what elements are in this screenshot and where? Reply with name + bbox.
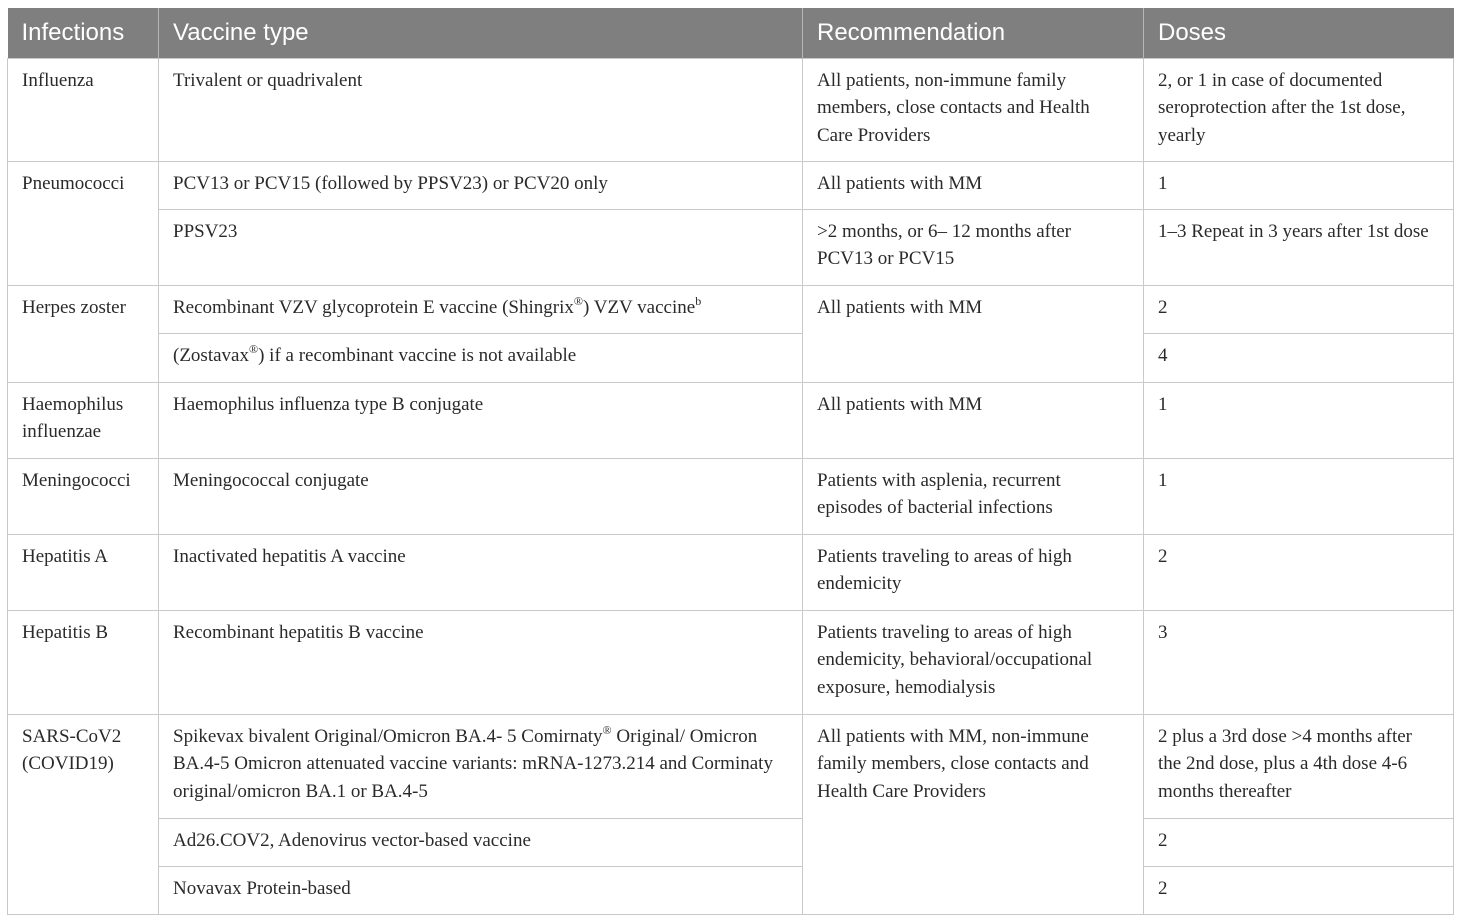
vaccine-cell: Haemophilus influenza type B conjugate [159,382,803,458]
table-row [8,58,1454,161]
vaccine-text: ) if a recombinant vaccine is not available [258,344,577,366]
infection-cell: SARS-CoV2 (COVID19) [8,714,159,914]
infection-cell: Haemophilus influenzae [8,382,159,458]
doses-cell: 1 [1144,161,1454,209]
infection-cell: Influenza [8,58,159,161]
vaccine-cell [159,333,803,382]
doses-cell: 2 plus a 3rd dose >4 months after the 2nd dose, plus a 4th dose 4-6 months thereafter [1144,714,1454,818]
recommendation-cell: All patients with MM [803,161,1144,209]
table-row [8,161,1454,209]
header-recommendation: Recommendation [803,8,1144,58]
doses-cell: 1–3 Repeat in 3 years after 1st dose [1144,209,1454,285]
footnote-marker: b [695,293,702,308]
vaccine-text: Spikevax bivalent Original/Omicron BA.4- 5 Comirnaty [173,725,603,747]
table-row [8,285,1454,333]
vaccine-cell: Ad26.COV2, Adenovirus vector-based vaccine [159,818,803,866]
table-row [8,818,1454,866]
infection-cell: Pneumococci [8,161,159,285]
infection-cell: Meningococci [8,458,159,534]
table-row [8,534,1454,610]
infection-cell: Herpes zoster [8,285,159,382]
header-vaccine-type: Vaccine type [159,8,803,58]
doses-cell: 2 [1144,866,1454,914]
recommendation-cell: Patients traveling to areas of high endemicity, behavioral/occupational exposure, hemodialysis [803,610,1144,714]
recommendation-cell: All patients with MM [803,285,1144,382]
table-row [8,382,1454,458]
vaccine-cell: Inactivated hepatitis A vaccine [159,534,803,610]
doses-cell: 4 [1144,333,1454,382]
registered-mark: ® [248,341,259,356]
table-row [8,714,1454,818]
infection-cell: Hepatitis B [8,610,159,714]
vaccine-cell [159,714,803,818]
vaccine-text: Recombinant VZV glycoprotein E vaccine (Shingrix [173,296,574,318]
vaccine-cell: PCV13 or PCV15 (followed by PPSV23) or PCV20 only [159,161,803,209]
vaccine-cell: Meningococcal conjugate [159,458,803,534]
infection-cell: Hepatitis A [8,534,159,610]
vaccine-cell: Novavax Protein-based [159,866,803,914]
table-row [8,333,1454,382]
recommendation-cell: Patients traveling to areas of high endemicity [803,534,1144,610]
recommendation-cell: All patients, non-immune family members, close contacts and Health Care Providers [803,58,1144,161]
doses-cell: 1 [1144,458,1454,534]
doses-cell: 1 [1144,382,1454,458]
doses-cell: 3 [1144,610,1454,714]
doses-cell: 2 [1144,534,1454,610]
vaccine-cell [159,285,803,333]
table-row [8,866,1454,914]
registered-mark: ® [573,293,583,308]
table-row [8,610,1454,714]
recommendation-cell: All patients with MM, non-immune family members, close contacts and Health Care Providers [803,714,1144,914]
table-row [8,209,1454,285]
vaccine-text: (Zostavax [173,344,249,366]
doses-cell: 2, or 1 in case of documented seroprotection after the 1st dose, yearly [1144,58,1454,161]
header-doses: Doses [1144,8,1454,58]
doses-cell: 2 [1144,285,1454,333]
vaccine-cell: Recombinant hepatitis B vaccine [159,610,803,714]
vaccine-text: Original/ Omicron BA.4-5 Omicron attenuated vaccine variants: mRNA-1273.214 and Corminaty original/omicron BA.1 or BA.4-5 [173,725,773,802]
table-row [8,458,1454,534]
vaccine-cell: PPSV23 [159,209,803,285]
vaccine-cell: Trivalent or quadrivalent [159,58,803,161]
recommendation-cell: >2 months, or 6– 12 months after PCV13 or PCV15 [803,209,1144,285]
header-row [8,8,1454,58]
registered-mark: ® [602,722,612,737]
vaccination-table [7,8,1454,915]
vaccine-text: ) VZV vaccine [582,296,696,318]
vaccination-table-container [7,8,1453,915]
recommendation-cell: All patients with MM [803,382,1144,458]
header-infections: Infections [8,8,159,58]
doses-cell: 2 [1144,818,1454,866]
recommendation-cell: Patients with asplenia, recurrent episodes of bacterial infections [803,458,1144,534]
